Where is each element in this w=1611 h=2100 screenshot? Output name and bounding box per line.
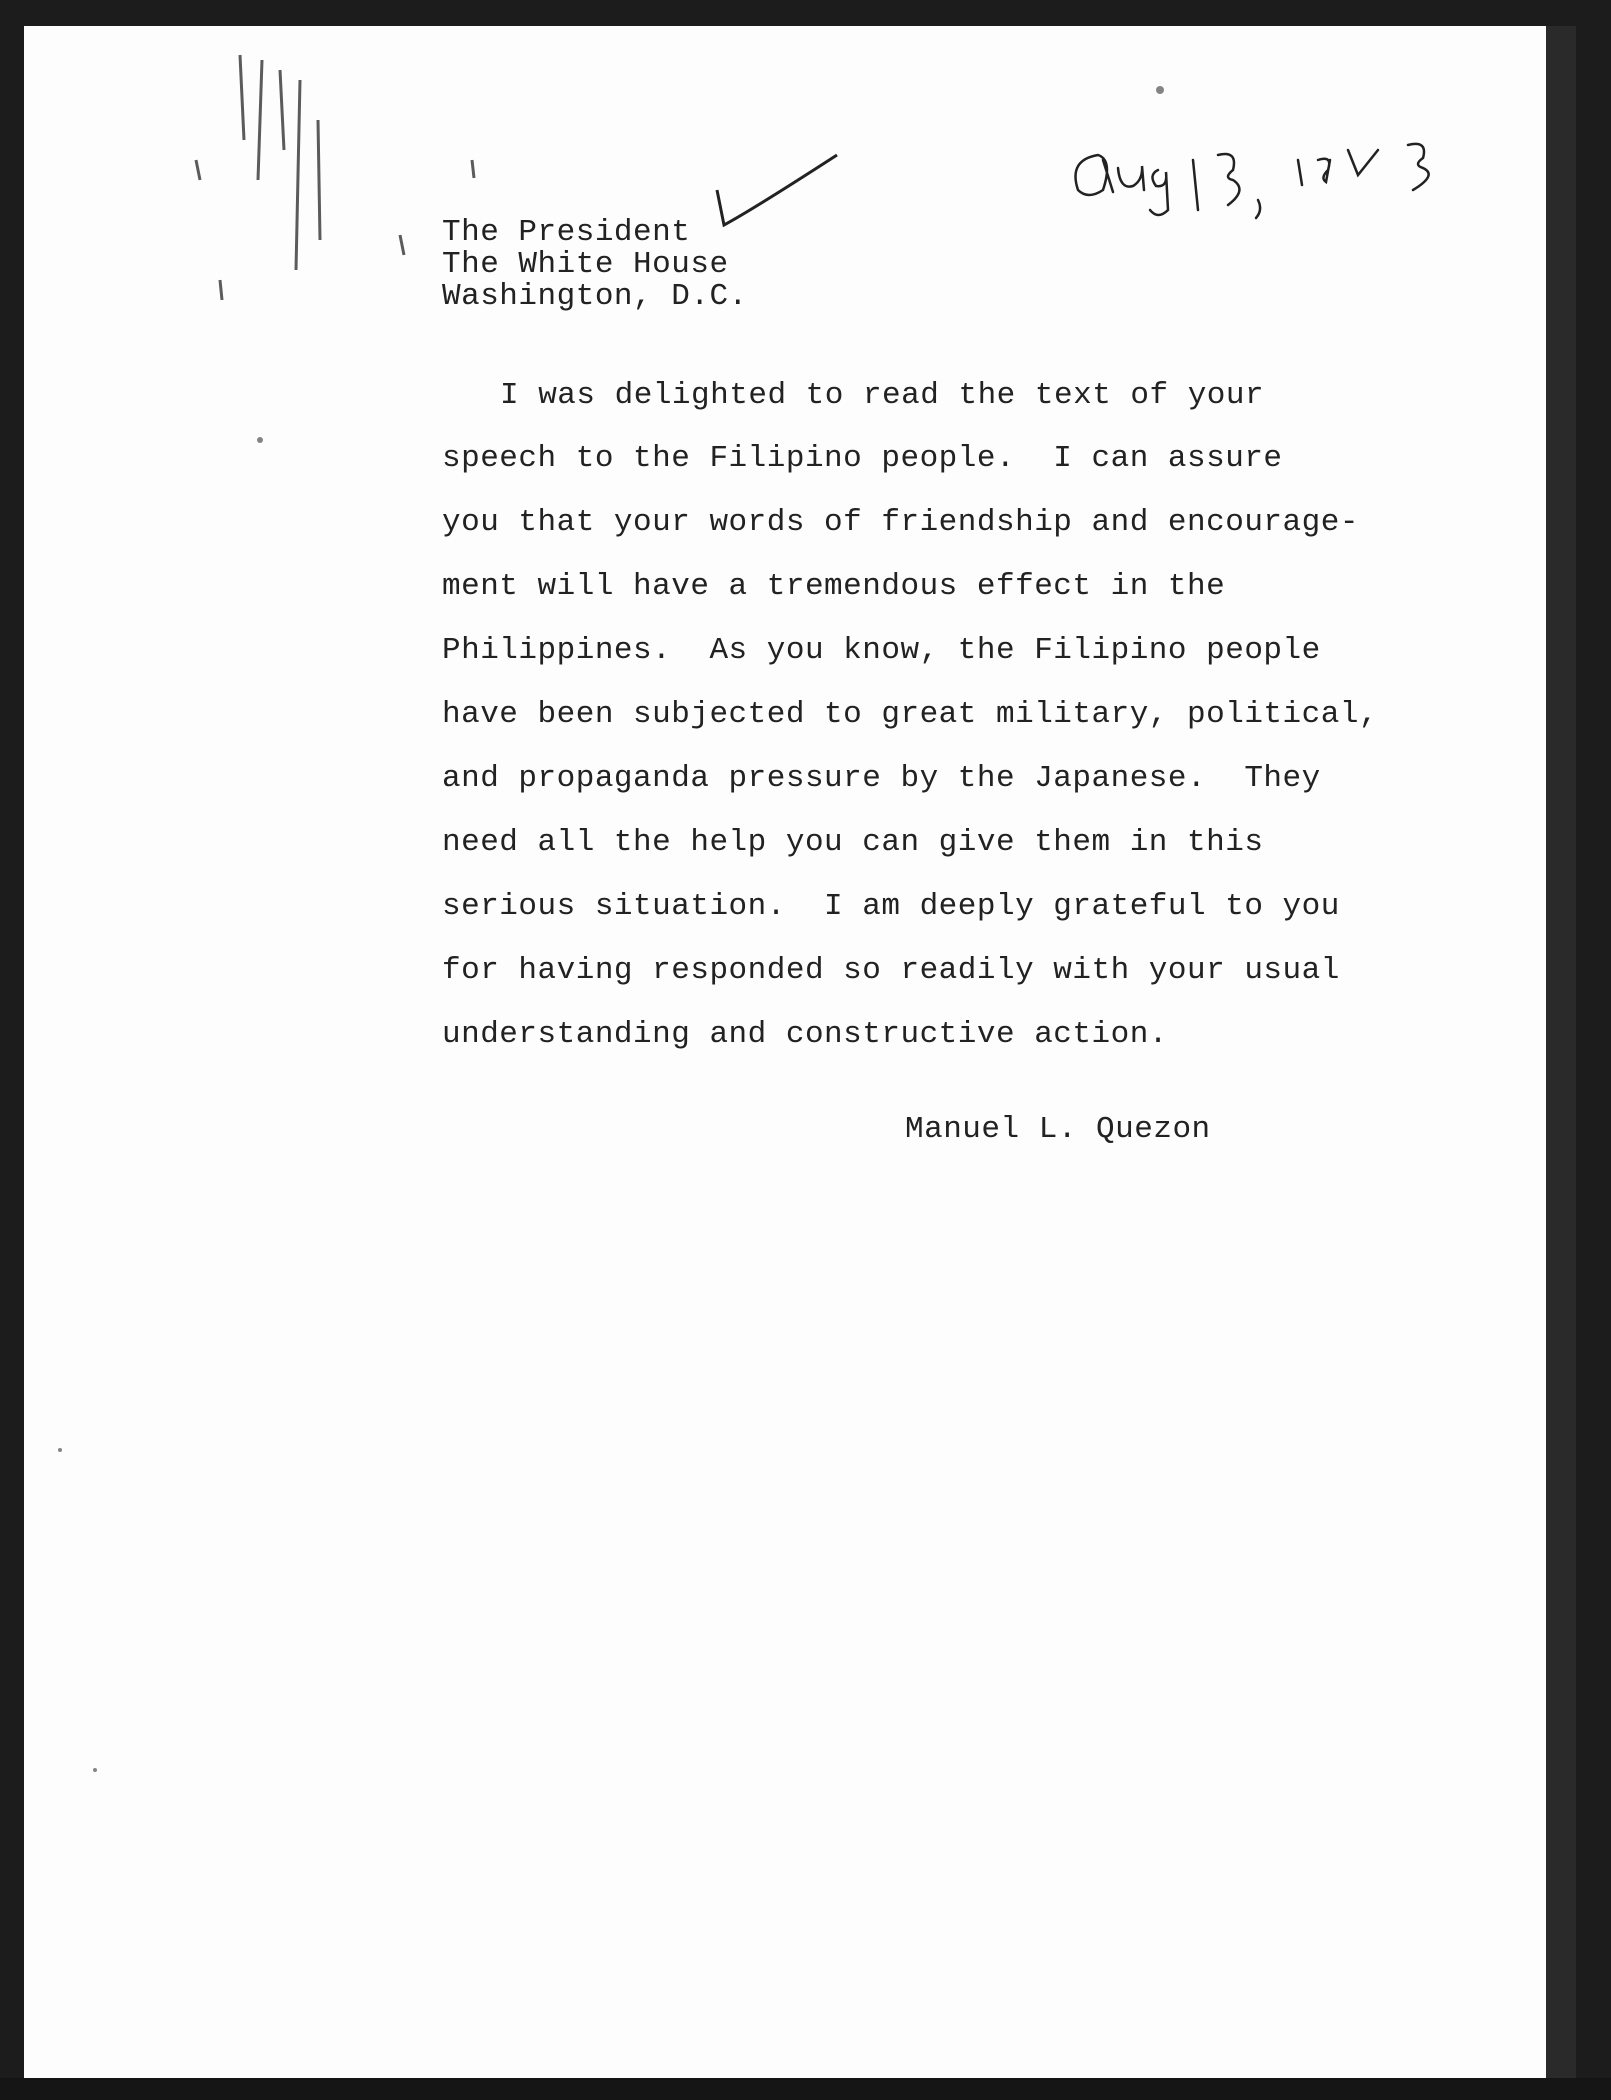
body-line: serious situation. I am deeply grateful to you <box>442 889 1340 924</box>
recipient-line-3: Washington, D.C. <box>442 279 748 314</box>
handwritten-date-ink <box>1058 120 1498 240</box>
body-line: ment will have a tremendous effect in the <box>442 569 1226 604</box>
body-line: speech to the Filipino people. I can assure <box>442 441 1283 476</box>
letter-page <box>24 26 1546 2078</box>
body-line: for having responded so readily with your usual <box>442 953 1340 988</box>
recipient-line-2: The White House <box>442 247 729 282</box>
body-line: you that your words of friendship and encourage- <box>442 505 1359 540</box>
handwritten-date <box>1058 120 1498 240</box>
recipient-line-1: The President <box>442 215 691 250</box>
body-line: Philippines. As you know, the Filipino people <box>442 633 1321 668</box>
body-line: and propaganda pressure by the Japanese. They <box>442 761 1321 796</box>
scan-border-right <box>1546 26 1576 2078</box>
body-line: I was delighted to read the text of your <box>500 378 1265 413</box>
signature: Manuel L. Quezon <box>905 1112 1211 1147</box>
body-line: have been subjected to great military, political, <box>442 697 1379 732</box>
check-mark-icon <box>712 150 842 240</box>
body-line: understanding and constructive action. <box>442 1017 1168 1052</box>
body-line: need all the help you can give them in this <box>442 825 1264 860</box>
scan-border-bottom <box>0 2078 1611 2100</box>
